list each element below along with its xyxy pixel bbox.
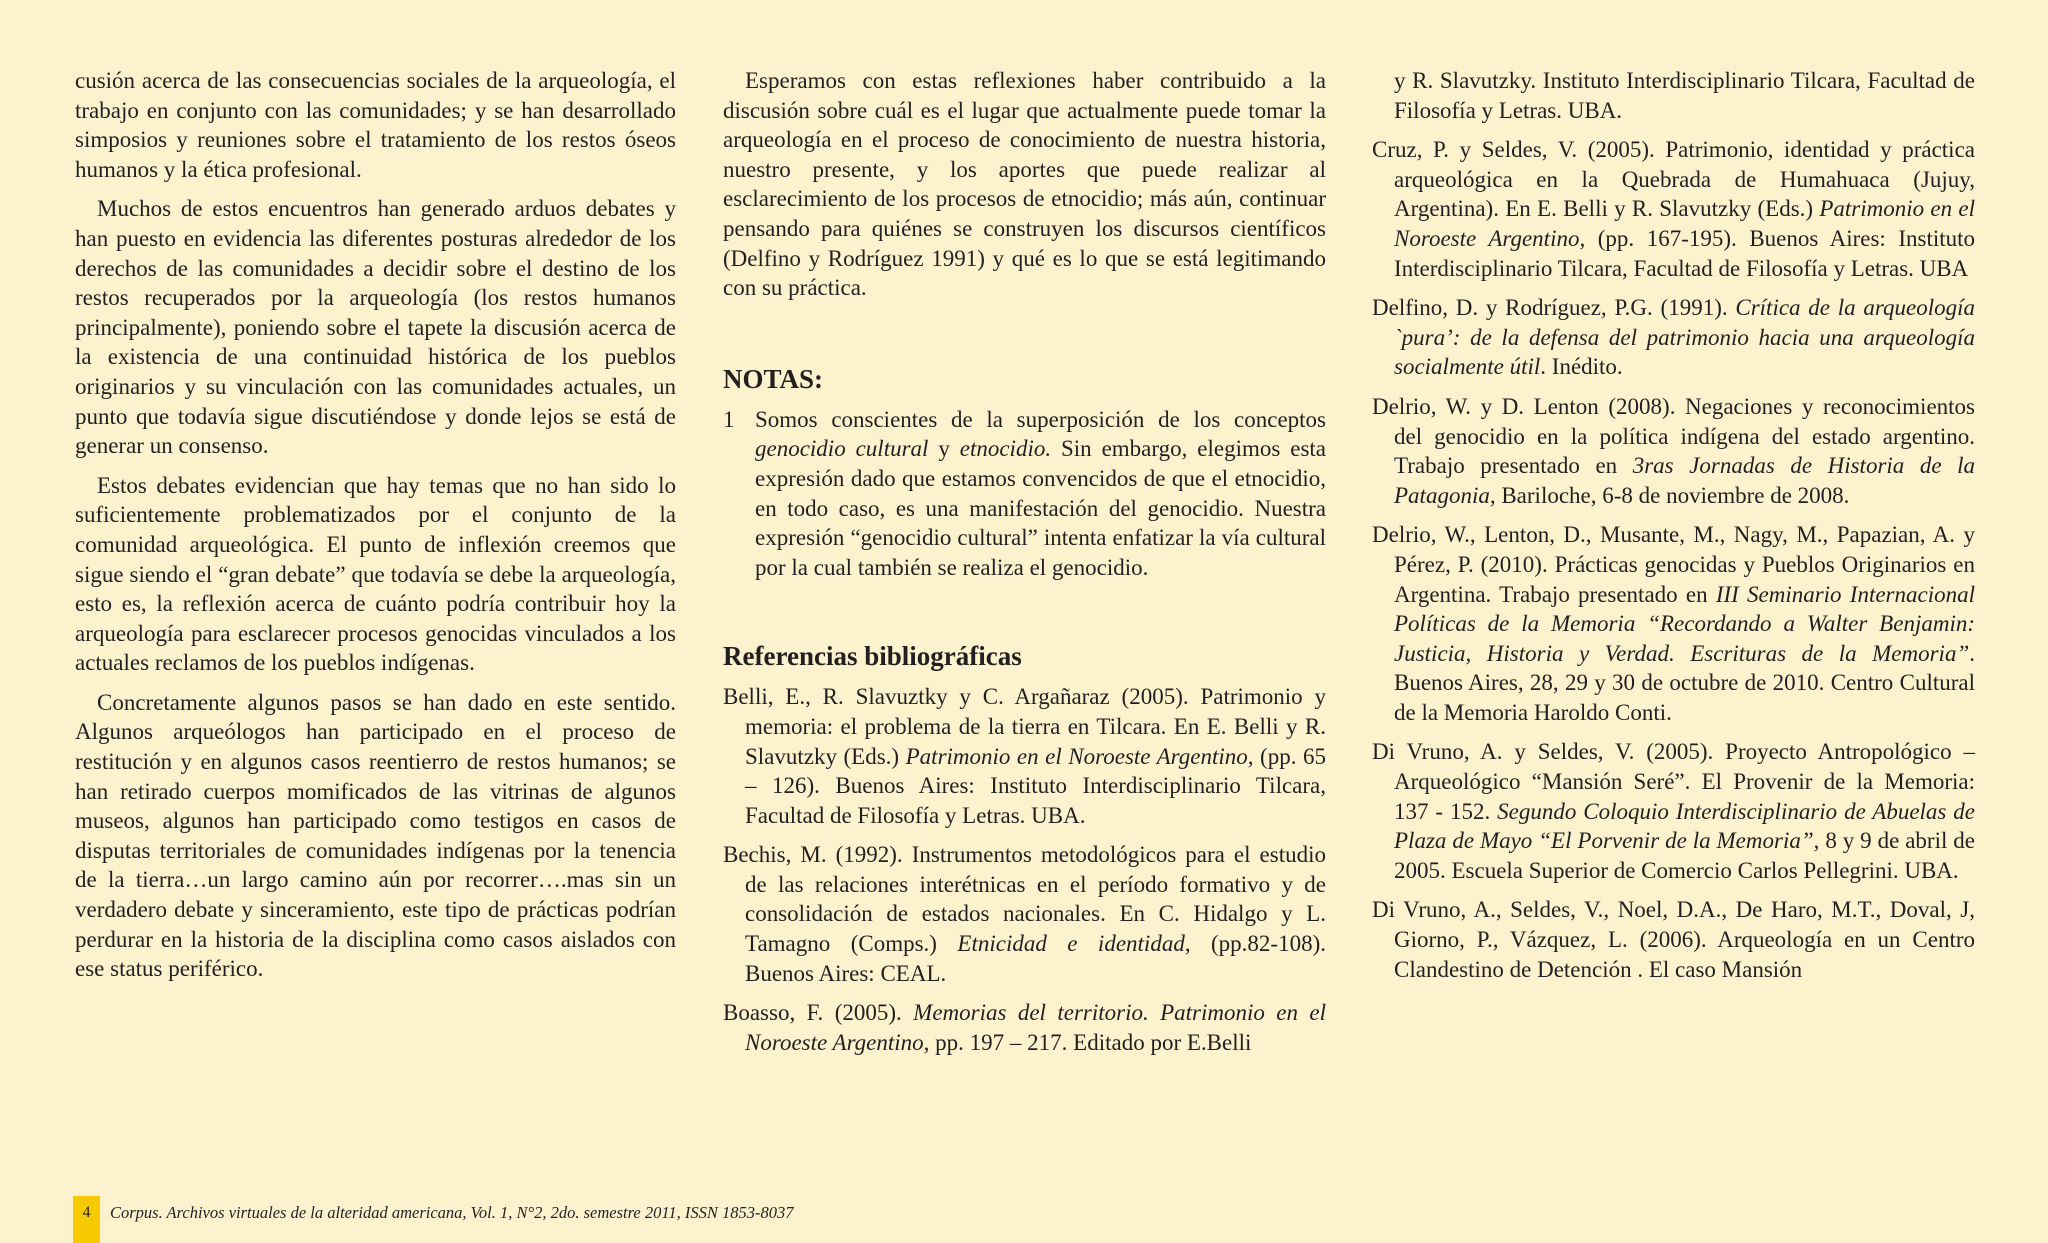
paragraph-1: cusión acerca de las consecuencias sociales de la arqueología, el trabajo en conjunto con las comunidades; y se han desarrollado simposios y reuniones sobre el tratamiento de los restos óseos humanos y la ética profesional. <box>75 68 676 182</box>
reference-text: , pp. 197 – 217. Editado por E.Belli <box>923 1029 1252 1055</box>
reference-text: . Inédito. <box>1540 354 1623 380</box>
reference-text: (pp. 65 – 126). Buenos Aires: Instituto Interdisciplinario Tilcara, Facultad de Filosofía y Letras. UBA. <box>745 743 1326 828</box>
reference-item <box>723 682 1326 830</box>
references-heading: Referencias bibliográficas <box>723 641 1022 672</box>
reference-title: Etnicidad e identidad <box>957 931 1185 957</box>
note-number: 1 <box>723 406 735 432</box>
journal-citation: Corpus. Archivos virtuales de la alteridad americana, Vol. 1, N°2, 2do. semestre 2011, ISSN 1853-8037 <box>110 1203 794 1222</box>
reference-text: . Buenos Aires, 28, 29 y 30 de octubre de 2010. Centro Cultural de la Memoria Haroldo Conti. <box>1394 640 1975 725</box>
reference-title: Crítica de la arqueología `pura’: de la defensa del patrimonio hacia una arqueología socialmente útil <box>1394 295 1975 380</box>
note-text-italic: genocidio cultural <box>755 436 929 462</box>
reference-text: Bechis, M. (1992). Instrumentos metodológicos para el estudio de las relaciones interétnicas en el período formativo y de consolidación de estados nacionales. En C. Hidalgo y L. Tamagno (Comps.) <box>723 842 1326 957</box>
reference-item <box>723 840 1326 988</box>
reference-title: Segundo Coloquio Interdisciplinario de Abuelas de Plaza de Mayo “El Porvenir de la Memoria” <box>1394 798 1975 854</box>
reference-text: Delrio, W., Lenton, D., Musante, M., Nagy, M., Papazian, A. y Pérez, P. (2010). Prácticas genocidas y Pueblos Originarios en Argentina. Trabajo presentado en <box>1372 522 1975 607</box>
reference-continuation: y R. Slavutzky. Instituto Interdisciplinario Tilcara, Facultad de Filosofía y Letras. UBA. <box>1394 68 1975 123</box>
reference-text: Di Vruno, A. y Seldes, V. (2005). Proyecto Antropológico – Arqueológico “Mansión Seré”. El Provenir de la Memoria: 137 - 152. <box>1372 739 1975 824</box>
body-column-1 <box>75 66 676 994</box>
reference-item <box>1372 895 1975 984</box>
reference-item <box>1372 392 1975 510</box>
note-text-part: Somos conscientes de la superposición de los conceptos <box>755 406 1326 432</box>
body-column-2 <box>723 66 1326 1067</box>
note-text <box>755 405 1326 583</box>
reference-text: Belli, E., R. Slavuztky y C. Argañaraz (2005). Patrimonio y memoria: el problema de la tierra en Tilcara. En E. Belli y R. Slavutzky (Eds.) <box>723 684 1326 769</box>
paragraph-4: Concretamente algunos pasos se han dado en este sentido. Algunos arqueólogos han participado en el proceso de restitución y en algunos casos reentierro de restos humanos; se han retirado cuerpos momificados de las vitrinas de algunos museos, algunos han participado como testigos en casos de disputas territoriales de comunidades indígenas por la tenencia de la tierra…un largo camino aún por recorrer….mas sin un verdadero debate y sinceramiento, este tipo de prácticas podrían perdurar en la historia de la disciplina como casos aislados con ese status periférico. <box>75 689 676 982</box>
reference-item <box>1372 293 1975 382</box>
reference-title: 3ras Jornadas de Historia de la Patagonia, <box>1394 453 1976 508</box>
reference-text: Delfino, D. y Rodríguez, P.G. (1991). <box>1372 295 1736 321</box>
reference-text: Cruz, P. y Seldes, V. (2005). Patrimonio, identidad y práctica arqueológica en la Quebrada de Humahuaca (Jujuy, Argentina). En E. Belli y R. Slavutzky (Eds.) <box>1372 137 1975 222</box>
reference-title: Patrimonio en el Noroeste Argentino, <box>1394 196 1975 251</box>
reference-title: Memorias del territorio. Patrimonio en el Noroeste Argentino <box>745 1000 1326 1055</box>
note-text-part: Sin embargo, elegimos esta expresión dado que estamos convencidos de que el etnocidio, en todo caso, es una manifestación del genocidio. Nuestra expresión “genocidio cultural” intenta enfatizar la vía cultural por la cual también se realiza el genocidio. <box>755 436 1326 580</box>
note-text-italic: etnocidio. <box>959 436 1052 462</box>
reference-text: Bariloche, 6-8 de noviembre de 2008. <box>1495 482 1850 508</box>
reference-item <box>1372 520 1975 727</box>
paragraph-conclusion: Esperamos con estas reflexiones haber contribuido a la discusión sobre cuál es el lugar que actualmente puede tomar la arqueología en el proceso de conocimiento de nuestra historia, nuestro presente, y los aportes que puede realizar al esclarecimiento de los procesos de etnocidio; más aún, continuar pensando para quiénes se construyen los discursos científicos (Delfino y Rodríguez 1991) y qué es lo que se está legitimando con su práctica. <box>723 68 1326 301</box>
reference-title: III Seminario Internacional Políticas de la Memoria “Recordando a Walter Benjamin: Justicia, Historia y Verdad. Escrituras de la Memoria” <box>1394 581 1975 666</box>
reference-item <box>1372 135 1975 283</box>
reference-text: , (pp.82-108). Buenos Aires: CEAL. <box>745 931 1327 986</box>
notes-heading: NOTAS: <box>723 363 824 394</box>
note-item <box>723 405 1326 583</box>
reference-text: Di Vruno, A., Seldes, V., Noel, D.A., De Haro, M.T., Doval, J, Giorno, P., Vázquez, L. (2006). Arqueología en un Centro Clandestino de Detención . El caso Mansión <box>1372 897 1975 982</box>
note-text-part: y <box>928 436 960 462</box>
page-footer <box>73 1196 1373 1243</box>
paragraph-3: Estos debates evidencian que hay temas que no han sido lo suficientemente problematizados por el conjunto de la comunidad arqueológica. El punto de inflexión creemos que sigue siendo el “gran debate” que todavía se debe la arqueología, esto es, la reflexión acerca de cuánto podría contribuir hoy la arqueología para esclarecer procesos genocidas vinculados a los actuales reclamos de los pueblos indígenas. <box>75 472 676 676</box>
paragraph-2: Muchos de estos encuentros han generado arduos debates y han puesto en evidencia las diferentes posturas alrededor de los derechos de las comunidades a decidir sobre el destino de los restos recuperados por la arqueología (los restos humanos principalmente), poniendo sobre el tapete la discusión acerca de la existencia de una continuidad histórica de los pueblos originarios y su vinculación con las comunidades actuales, un punto que todavía sigue discutiéndose y donde lejos se está de generar un consenso. <box>75 196 676 459</box>
reference-text: (pp. 167-195). Buenos Aires: Instituto Interdisciplinario Tilcara, Facultad de Filosofía y Letras. UBA <box>1394 225 1976 281</box>
reference-title: Patrimonio en el Noroeste Argentino, <box>905 743 1254 769</box>
reference-text: Delrio, W. y D. Lenton (2008). Negaciones y reconocimientos del genocidio en la política indígena del estado argentino. Trabajo presentado en <box>1372 393 1975 479</box>
reference-text: , 8 y 9 de abril de 2005. Escuela Superior de Comercio Carlos Pellegrini. UBA. <box>1394 828 1975 883</box>
body-column-3 <box>1372 66 1975 994</box>
reference-item <box>723 998 1326 1057</box>
reference-text: Boasso, F. (2005). <box>723 1000 914 1026</box>
page-number: 4 <box>73 1196 100 1243</box>
reference-item <box>1372 737 1975 885</box>
